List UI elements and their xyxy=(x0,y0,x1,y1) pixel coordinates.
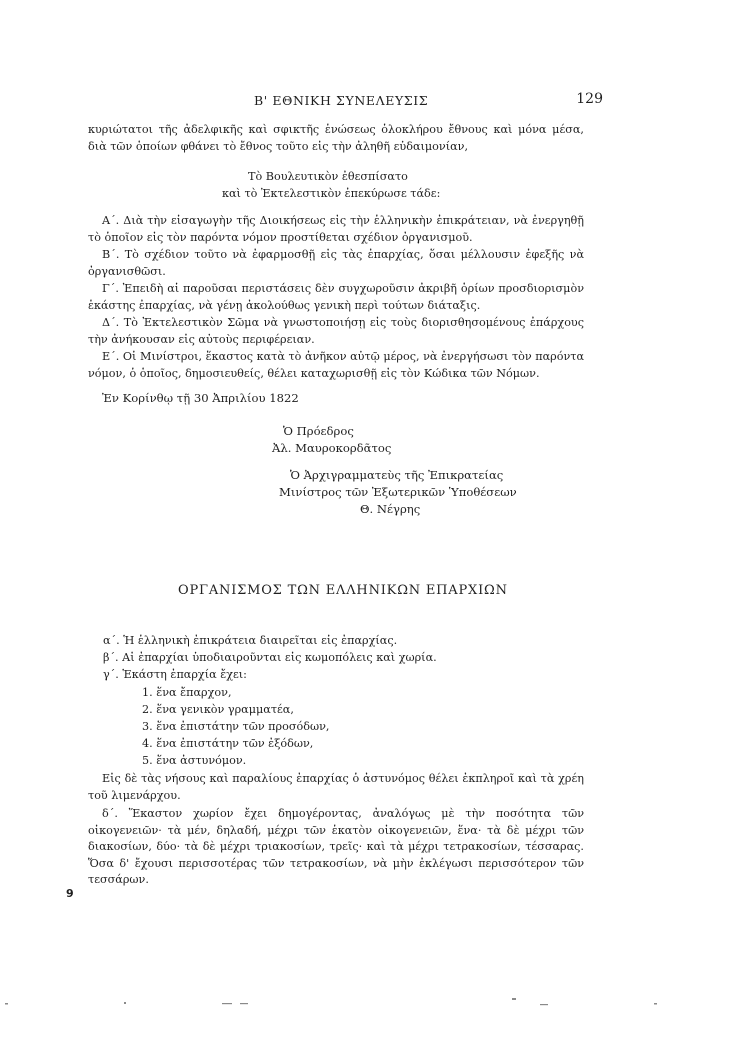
secretary-title-2: Μινίστρος τῶν Ἐξωτερικῶν Ὑποθέσεων xyxy=(279,485,517,499)
organism-item-a: α΄. Ἡ ἑλληνικὴ ἐπικράτεια διαιρεῖται εἰς ἐπαρχίας. xyxy=(103,634,398,647)
article-b: Β΄. Τὸ σχέδιον τοῦτο νὰ ἐφαρμοσθῇ εἰς τὰς ἐπαρχίας, ὅσαι μέλλουσιν ἐφεξῆς νὰ ὀργανισθῶσι. xyxy=(88,248,584,278)
organism-list-item: 4. ἕνα ἐπιστάτην τῶν ἐξόδων, xyxy=(142,737,314,750)
page-number: 129 xyxy=(576,91,603,107)
intro-paragraph: κυριώτατοι τῆς ἀδελφικῆς καὶ σφικτῆς ἑνώσεως ὁλοκλήρου ἔθνους καὶ μόνα μέσα, διὰ τῶν ὁποίων φθάνει τὸ ἔθνος τοῦτο εἰς τὴν ἀληθῆ εὐδαιμονίαν, xyxy=(88,123,584,153)
organism-list-item: 2. ἕνα γενικὸν γραμματέα, xyxy=(142,703,294,716)
organism-title: ΟΡΓΑΝΙΣΜΟΣ ΤΩΝ ΕΛΛΗΝΙΚΩΝ ΕΠΑΡΧΙΩΝ xyxy=(178,583,508,598)
scan-artifacts xyxy=(0,995,744,1015)
president-title: Ὁ Πρόεδρος xyxy=(283,424,354,438)
organism-list-item: 5. ἕνα ἀστυνόμον. xyxy=(142,754,247,767)
secretary-title-1: Ὁ Ἀρχιγραμματεὺς τῆς Ἐπικρατείας xyxy=(290,468,504,482)
article-d: Δ΄. Τὸ Ἐκτελεστικὸν Σῶμα νὰ γνωστοποιήσῃ εἰς τοὺς διορισθησομένους ἐπάρχους τὴν ἀνήκουσαν εἰς αὐτοὺς περιφέρειαν. xyxy=(88,316,584,346)
president-name: Ἀλ. Μαυροκορδᾶτος xyxy=(272,441,392,455)
enactment-line-1: Τὸ Βουλευτικὸν ἐθεσπίσατο xyxy=(248,170,408,183)
running-header: Β' ΕΘΝΙΚΗ ΣΥΝΕΛΕΥΣΙΣ xyxy=(254,93,429,108)
enactment-line-2: καὶ τὸ Ἐκτελεστικὸν ἐπεκύρωσε τάδε: xyxy=(222,187,441,200)
printer-signature-mark: 9 xyxy=(66,887,74,900)
place-date: Ἐν Κορίνθῳ τῇ 30 Ἀπριλίου 1822 xyxy=(102,391,299,405)
article-c: Γ΄. Ἐπειδὴ αἱ παροῦσαι περιστάσεις δὲν συγχωροῦσιν ἀκριβῆ ὁρίων προσδιορισμὸν ἑκάστης ἐπαρχίας, νὰ γένῃ ἀκολούθως γενικὴ περὶ τούτων διάταξις. xyxy=(88,282,584,312)
organism-item-c: γ΄. Ἑκάστη ἐπαρχία ἔχει: xyxy=(103,668,247,681)
organism-list-item: 1. ἕνα ἔπαρχον, xyxy=(142,686,232,699)
organism-item-b: β΄. Αἱ ἐπαρχίαι ὑποδιαιροῦνται εἰς κωμοπόλεις καὶ χωρία. xyxy=(103,651,437,664)
islands-paragraph: Εἰς δὲ τὰς νήσους καὶ παραλίους ἐπαρχίας ὁ ἀστυνόμος θέλει ἐκπληροῖ καὶ τὰ χρέη τοῦ λιμενάρχου. xyxy=(88,772,584,802)
organism-list-item: 3. ἕνα ἐπιστάτην τῶν προσόδων, xyxy=(142,720,330,733)
organism-item-d: δ΄. Ἕκαστον χωρίον ἔχει δημογέροντας, ἀναλόγως μὲ τὴν ποσότητα τῶν οἰκογενειῶν· τὰ μέν, δηλαδή, μέχρι τῶν ἑκατὸν οἰκογενειῶν, ἕνα· τὰ δὲ μέχρι τῶν διακοσίων, δύο· τὰ δὲ μέχρι τριακοσίων, τρεῖς· καὶ τὰ μέχρι τετρακοσίων, τέσσαρας. Ὅσα δ' ἔχουσι περισσοτέρας τῶν τετρακοσίων, νὰ μὴν ἐκλέγωσι περισσότερον τῶν τεσσάρων. xyxy=(88,807,584,886)
article-e: Ε΄. Οἱ Μινίστροι, ἕκαστος κατὰ τὸ ἀνῆκον αὐτῷ μέρος, νὰ ἐνεργήσωσι τὸν παρόντα νόμον, ὁ ὁποῖος, δημοσιευθείς, θέλει καταχωρισθῇ εἰς τὸν Κώδικα τῶν Νόμων. xyxy=(88,350,584,380)
secretary-name: Θ. Νέγρης xyxy=(360,502,421,516)
article-a: Α΄. Διὰ τὴν εἰσαγωγὴν τῆς Διοικήσεως εἰς τὴν ἑλληνικὴν ἐπικράτειαν, νὰ ἐνεργηθῇ τὸ ὁποῖον εἰς τὸν παρόντα νόμον προστίθεται σχέδιον ὀργανισμοῦ. xyxy=(88,214,584,244)
